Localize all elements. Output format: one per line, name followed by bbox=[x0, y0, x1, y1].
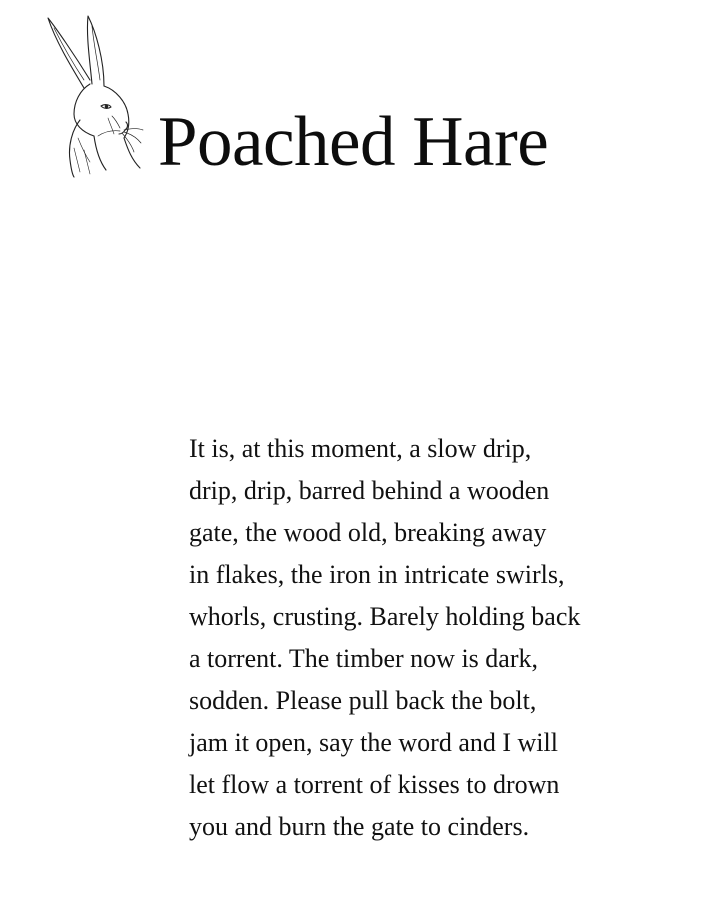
poem-line: in flakes, the iron in intricate swirls, bbox=[189, 560, 565, 589]
poem-line: let flow a torrent of kisses to drown bbox=[189, 770, 560, 799]
poem-line: sodden. Please pull back the bolt, bbox=[189, 686, 537, 715]
poem-body bbox=[189, 428, 689, 848]
hare-sketch-icon bbox=[44, 10, 144, 178]
page-title: Poached Hare bbox=[158, 103, 549, 181]
poem-line: jam it open, say the word and I will bbox=[189, 728, 558, 757]
poem-line: whorls, crusting. Barely holding back bbox=[189, 602, 581, 631]
poem-line: It is, at this moment, a slow drip, bbox=[189, 434, 532, 463]
poem-line: drip, drip, barred behind a wooden bbox=[189, 476, 550, 505]
poem-line: gate, the wood old, breaking away bbox=[189, 518, 547, 547]
poem-line: a torrent. The timber now is dark, bbox=[189, 644, 538, 673]
poem-line: you and burn the gate to cinders. bbox=[189, 812, 530, 841]
